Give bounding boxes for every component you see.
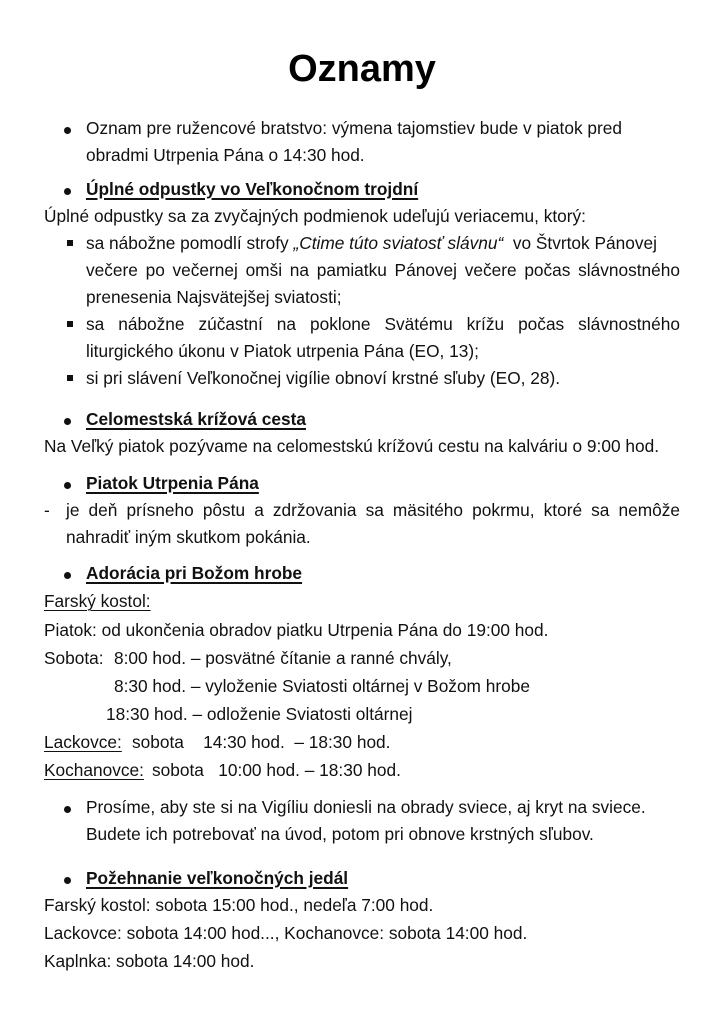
indulgence-item-1-line3: prenesenia Najsvätejšej sviatosti; [86, 287, 342, 307]
adoration-heading: Adorácia pri Božom hrobe [86, 563, 303, 583]
square-bullet-icon [67, 321, 73, 327]
parish-church-label: Farský kostol: [44, 591, 151, 611]
indulgence-item-2-line1: sa nábožne zúčastní na poklone Svätému krížu počas slávnostného [86, 314, 680, 334]
bullet-icon [64, 877, 71, 884]
indulgence-item-1-line2: večere po večernej omši na pamiatku Pánovej večere počas slávnostného [86, 260, 680, 280]
bullet-icon [64, 482, 71, 489]
candles-line1: Prosíme, aby ste si na Vigíliu doniesli na obrady sviece, aj kryt na sviece. [86, 797, 646, 817]
item1-post: vo Štvrtok Pánovej [503, 233, 657, 253]
way-of-cross-text: Na Veľký piatok pozývame na celomestskú krížovú cestu na kalváriu o 9:00 hod. [44, 436, 660, 456]
lackovce-label: Lackovce: [44, 732, 122, 752]
kochanovce-time: sobota 10:00 hod. – 18:30 hod. [152, 760, 401, 780]
square-bullet-icon [67, 375, 73, 381]
bullet-icon [64, 188, 71, 195]
candles-line2: Budete ich potrebovať na úvod, potom pri obnove krstných sľubov. [86, 824, 594, 844]
item1-pre: sa nábožne pomodlí strofy [86, 233, 294, 253]
hymn-quote: „Ctime túto sviatosť slávnu“ [293, 233, 504, 253]
page-title: Oznamy [288, 48, 436, 90]
bullet-icon [64, 806, 71, 813]
indulgences-intro: Úplné odpustky sa za zvyčajných podmienok udeľujú veriacemu, ktorý: [44, 206, 586, 226]
lackovce-time: sobota 14:30 hod. – 18:30 hod. [132, 732, 391, 752]
good-friday-line2: nahradiť iným skutkom pokánia. [66, 527, 311, 547]
blessing-heading: Požehnanie veľkonočných jedál [86, 868, 349, 888]
square-bullet-icon [67, 240, 73, 246]
rosary-text-line1: Oznam pre ružencové bratstvo: výmena tajomstiev bude v piatok pred [86, 118, 622, 138]
adoration-saturday-item-3: 18:30 hod. – odloženie Sviatosti oltárnej [106, 704, 413, 724]
adoration-saturday-label: Sobota: [44, 648, 104, 668]
bullet-icon [64, 572, 71, 579]
blessing-line-3: Kaplnka: sobota 14:00 hod. [44, 951, 255, 971]
bullet-icon [64, 127, 71, 134]
blessing-line-1: Farský kostol: sobota 15:00 hod., nedeľa 7:00 hod. [44, 895, 434, 915]
indulgence-item-2-line2: liturgického úkonu v Piatok utrpenia Pána (EO, 13); [86, 341, 479, 361]
adoration-saturday-item-2: 8:30 hod. – vyloženie Sviatosti oltárnej v Božom hrobe [114, 676, 530, 696]
indulgence-item-3-line1: si pri slávení Veľkonočnej vigílie obnoví krstné sľuby (EO, 28). [86, 368, 561, 388]
adoration-friday: Piatok: od ukončenia obradov piatku Utrpenia Pána do 19:00 hod. [44, 620, 549, 640]
indulgences-heading: Úplné odpustky vo Veľkonočnom trojdní [86, 179, 419, 199]
bullet-icon [64, 418, 71, 425]
blessing-line-2: Lackovce: sobota 14:00 hod..., Kochanovce: sobota 14:00 hod. [44, 923, 528, 943]
adoration-saturday-item-1: 8:00 hod. – posvätné čítanie a ranné chvály, [114, 648, 452, 668]
good-friday-heading: Piatok Utrpenia Pána [86, 473, 259, 493]
good-friday-line1: je deň prísneho pôstu a zdržovania sa mäsitého pokrmu, ktoré sa nemôže [66, 500, 680, 520]
kochanovce-label: Kochanovce: [44, 760, 144, 780]
dash-marker: - [44, 500, 50, 520]
indulgence-item-1-line1 [86, 232, 684, 254]
rosary-text-line2: obradmi Utrpenia Pána o 14:30 hod. [86, 145, 365, 165]
way-of-cross-heading: Celomestská krížová cesta [86, 409, 306, 429]
